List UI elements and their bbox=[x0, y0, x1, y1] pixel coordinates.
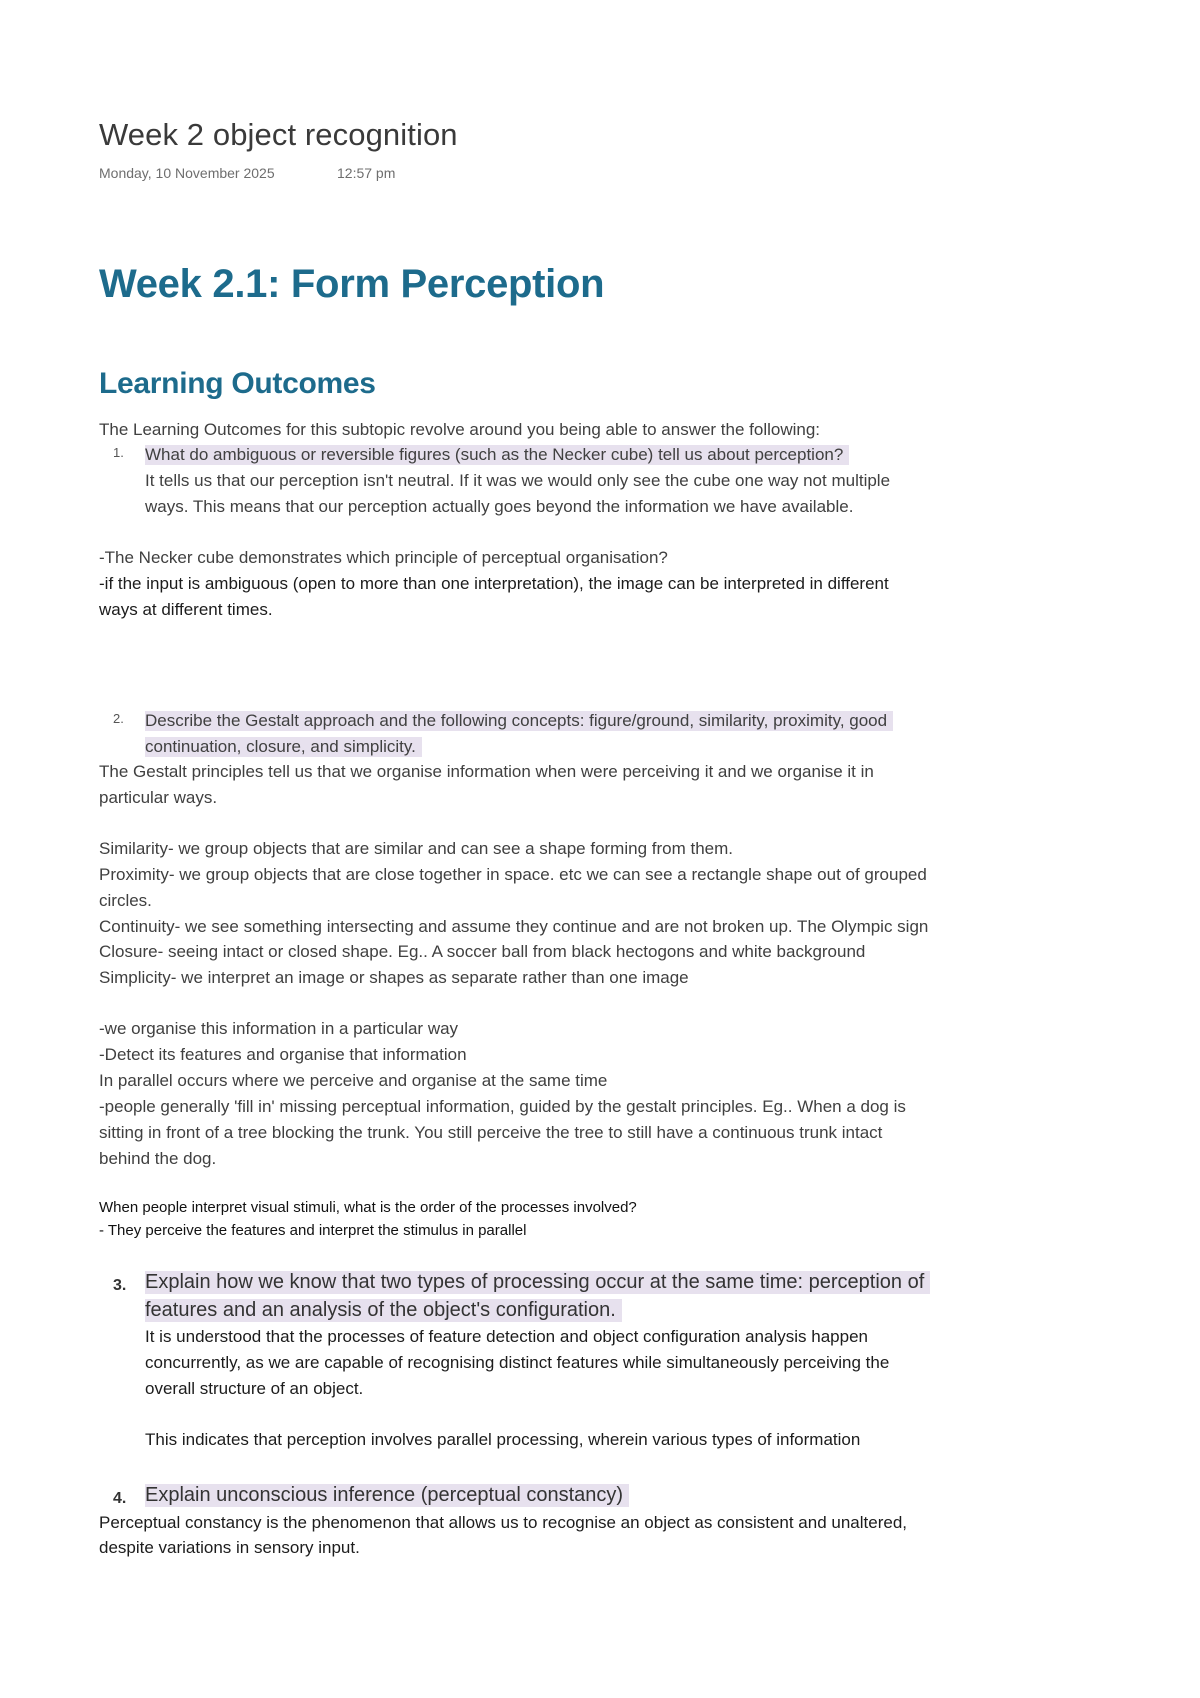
heading-1: Week 2.1: Form Perception bbox=[99, 262, 605, 306]
principle-line: Simplicity- we interpret an image or shapes as separate rather than one image bbox=[99, 968, 689, 987]
intro-text: The Learning Outcomes for this subtopic revolve around you being able to answer the following: bbox=[99, 420, 821, 439]
note-meta bbox=[99, 165, 396, 181]
question-2-line-1: Describe the Gestalt approach and the following concepts: figure/ground, similarity, proximity, good bbox=[145, 708, 893, 734]
list-number-3: 3. bbox=[113, 1277, 127, 1294]
question-3-line-1: Explain how we know that two types of processing occur at the same time: perception of bbox=[145, 1268, 930, 1296]
question-3-line-2: features and an analysis of the object's configuration. bbox=[145, 1296, 622, 1324]
answer-2-line-2: particular ways. bbox=[99, 788, 218, 807]
principle-line: Closure- seeing intact or closed shape. Eg.. A soccer ball from black hectogons and white background bbox=[99, 942, 866, 961]
question-2-line-2: continuation, closure, and simplicity. bbox=[145, 734, 422, 760]
note-date: Monday, 10 November 2025 bbox=[99, 165, 275, 181]
answer-2-line-1: The Gestalt principles tell us that we organise information when were perceiving it and we organise it in bbox=[99, 762, 874, 781]
list-number-4: 4. bbox=[113, 1490, 127, 1507]
question-1: What do ambiguous or reversible figures (such as the Necker cube) tell us about perception? bbox=[145, 442, 849, 468]
note-time: 12:57 pm bbox=[337, 165, 396, 181]
answer-3-line-3: overall structure of an object. bbox=[145, 1379, 364, 1398]
note-line: sitting in front of a tree blocking the trunk. You still perceive the tree to still have a continuous trunk intact bbox=[99, 1123, 883, 1142]
answer-3-line-4: This indicates that perception involves parallel processing, wherein various types of information bbox=[145, 1430, 861, 1449]
note-line: -Detect its features and organise that information bbox=[99, 1045, 467, 1064]
principle-line: Continuity- we see something intersecting and assume they continue and are not broken up. The Olympic sign bbox=[99, 917, 929, 936]
note-line: -we organise this information in a particular way bbox=[99, 1019, 459, 1038]
note-title[interactable]: Week 2 object recognition bbox=[99, 117, 458, 152]
note-line: In parallel occurs where we perceive and organise at the same time bbox=[99, 1071, 608, 1090]
answer-3-line-1: It is understood that the processes of feature detection and object configuration analysis happen bbox=[145, 1327, 868, 1346]
answer-3-line-2: concurrently, as we are capable of recognising distinct features while simultaneously perceiving the bbox=[145, 1353, 890, 1372]
followup-question-1: -The Necker cube demonstrates which principle of perceptual organisation? bbox=[99, 548, 668, 567]
answer-4-line-2: despite variations in sensory input. bbox=[99, 1538, 360, 1557]
principle-line: Proximity- we group objects that are close together in space. etc we can see a rectangle shape out of grouped bbox=[99, 865, 927, 884]
followup-answer-1-line-2: ways at different times. bbox=[99, 600, 273, 619]
question-4: Explain unconscious inference (perceptual constancy) bbox=[145, 1481, 629, 1509]
note-line: behind the dog. bbox=[99, 1149, 217, 1168]
answer-4-line-1: Perceptual constancy is the phenomenon that allows us to recognise an object as consistent and unaltered, bbox=[99, 1513, 908, 1532]
followup-answer-1-line-1: -if the input is ambiguous (open to more than one interpretation), the image can be interpreted in different bbox=[99, 574, 889, 593]
answer-1-line-2: ways. This means that our perception actually goes beyond the information we have available. bbox=[145, 497, 854, 516]
principle-line: circles. bbox=[99, 891, 152, 910]
principle-line: Similarity- we group objects that are similar and can see a shape forming from them. bbox=[99, 839, 733, 858]
heading-2: Learning Outcomes bbox=[99, 367, 376, 400]
answer-1-line-1: It tells us that our perception isn't neutral. If it was we would only see the cube one way not multiple bbox=[145, 471, 891, 490]
quiz-answer: - They perceive the features and interpret the stimulus in parallel bbox=[99, 1222, 527, 1239]
note-line: -people generally 'fill in' missing perceptual information, guided by the gestalt principles. Eg.. When a dog is bbox=[99, 1097, 906, 1116]
quiz-question: When people interpret visual stimuli, what is the order of the processes involved? bbox=[99, 1199, 637, 1216]
list-number-1: 1. bbox=[113, 445, 124, 460]
list-number-2: 2. bbox=[113, 711, 124, 726]
